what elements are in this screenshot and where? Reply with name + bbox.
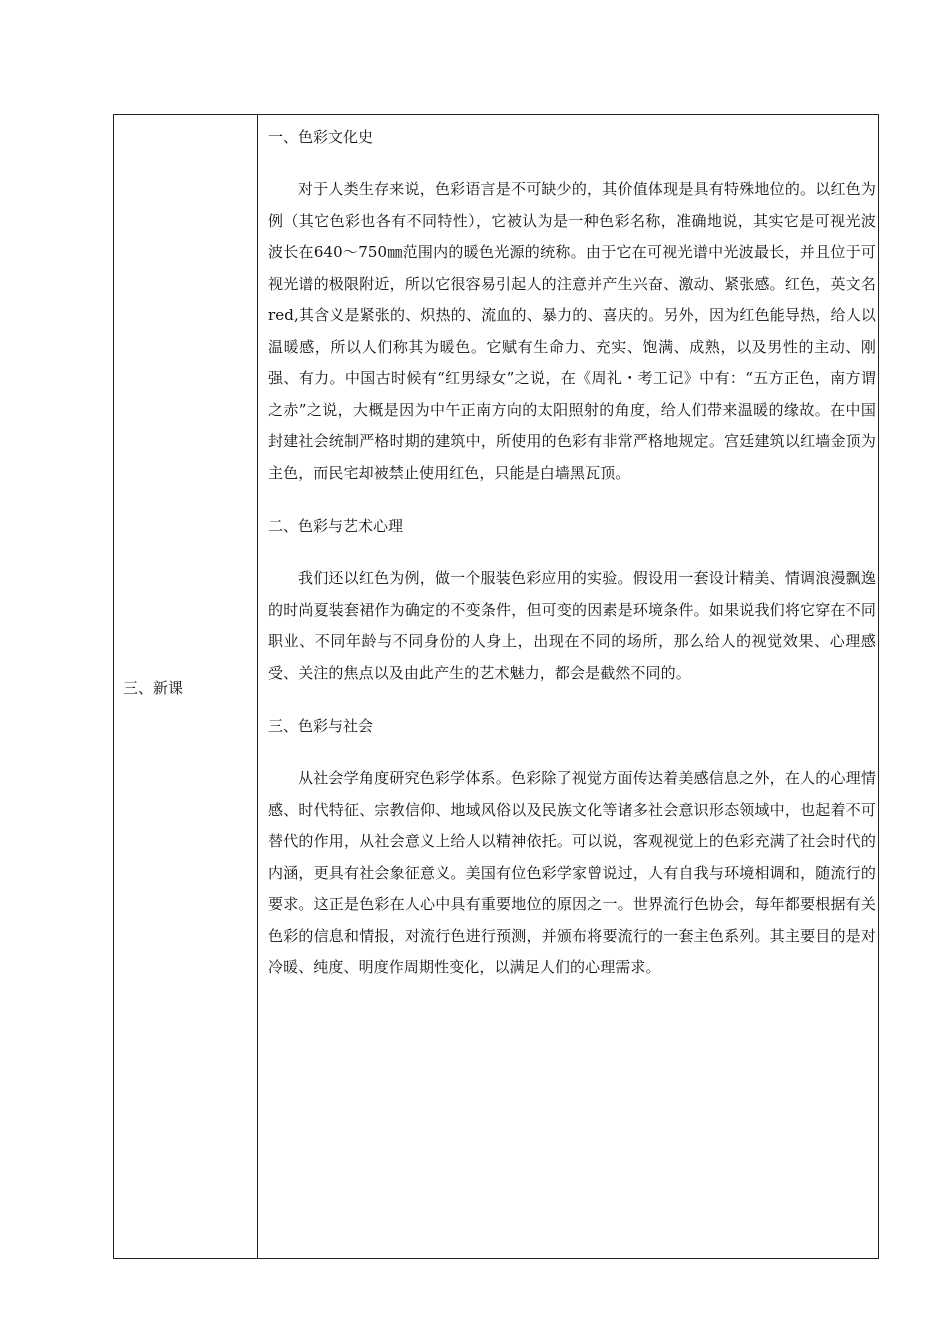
content-cell [258,115,878,1258]
section-label-cell [114,115,258,1258]
section-paragraph-society: 从社会学角度研究色彩学体系。色彩除了视觉方面传达着美感信息之外，在人的心理情感、时代特征、宗教信仰、地域风俗以及民族文化等诸多社会意识形态领域中，也起着不可替代的作用，从社会意义上给人以精神依托。可以说，客观视觉上的色彩充满了社会时代的内涵，更具有社会象征意义。美国有位色彩学家曾说过，人有自我与环境相调和，随流行的要求。这正是色彩在人心中具有重要地位的原因之一。世界流行色协会，每年都要根据有关色彩的信息和情报，对流行色进行预测，并颁布将要流行的一套主色系列。其主要目的是对冷暖、纯度、明度作周期性变化，以满足人们的心理需求。 [268,769,876,976]
section-heading-culture-history: 一、色彩文化史 [268,128,374,146]
section-heading-society: 三、色彩与社会 [268,717,374,735]
section-heading-art-psychology: 二、色彩与艺术心理 [268,517,404,535]
lesson-table [113,114,879,1259]
section-paragraph-culture-history: 对于人类生存来说，色彩语言是不可缺少的，其价值体现是具有特殊地位的。以红色为例（其它色彩也各有不同特性），它被认为是一种色彩名称，准确地说，其实它是可视光波波长在640～750㎜范围内的暖色光源的统称。由于它在可视光谱中光波最长，并且位于可视光谱的极限附近，所以它很容易引起人的注意并产生兴奋、激动、紧张感。红色，英文名red,其含义是紧张的、炽热的、流血的、暴力的、喜庆的。另外，因为红色能导热，给人以温暖感，所以人们称其为暖色。它赋有生命力、充实、饱满、成熟，以及男性的主动、刚强、有力。中国古时候有“红男绿女”之说，在《周礼・考工记》中有：“五方正色，南方谓之赤”之说，大概是因为中午正南方向的太阳照射的角度，给人们带来温暖的缘故。在中国封建社会统制严格时期的建筑中，所使用的色彩有非常严格地规定。宫廷建筑以红墙金顶为主色，而民宅却被禁止使用红色，只能是白墙黑瓦顶。 [268,180,876,482]
section-label: 三、新课 [123,679,184,697]
lesson-content [268,123,876,984]
section-paragraph-art-psychology: 我们还以红色为例，做一个服装色彩应用的实验。假设用一套设计精美、情调浪漫飘逸的时尚夏装套裙作为确定的不变条件，但可变的因素是环境条件。如果说我们将它穿在不同职业、不同年龄与不同身份的人身上，出现在不同的场所，那么给人的视觉效果、心理感受、关注的焦点以及由此产生的艺术魅力，都会是截然不同的。 [268,569,876,682]
